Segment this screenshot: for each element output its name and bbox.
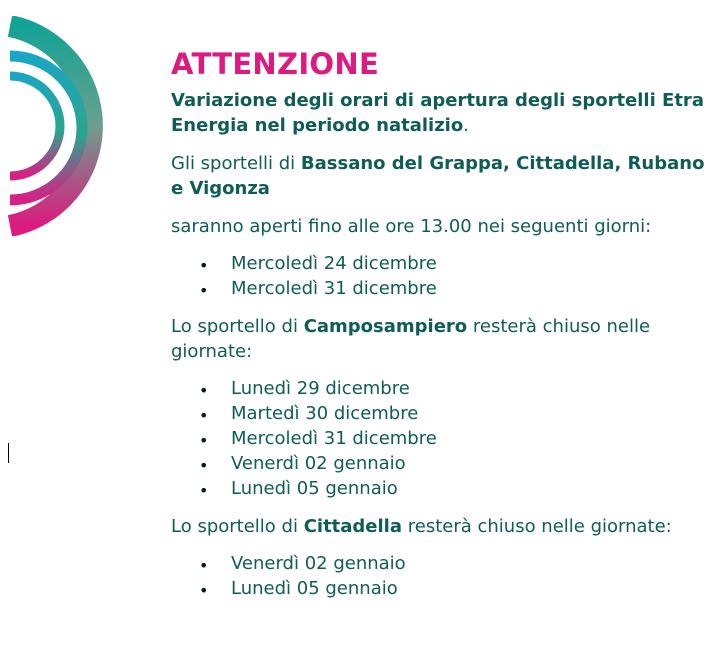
notice-content: [171, 46, 719, 601]
list-item: • Martedì 30 dicembre: [171, 401, 719, 426]
list-item: • Mercoledì 24 dicembre: [171, 251, 719, 276]
notice-intro: [171, 88, 719, 138]
etra-logo-rings: [0, 16, 160, 236]
paragraph-open-offices-pre: Gli sportelli di: [171, 153, 301, 174]
cittadella-closed-days-list: [171, 551, 719, 601]
camposampiero-closed-days-list: [171, 376, 719, 501]
list-item: • Venerdì 02 gennaio: [171, 451, 719, 476]
paragraph-camposampiero: [171, 314, 719, 364]
office-cittadella: Cittadella: [303, 516, 403, 537]
text-cursor: [8, 443, 9, 463]
list-item: • Mercoledì 31 dicembre: [171, 276, 719, 301]
open-days-list: [171, 251, 719, 301]
list-item: • Mercoledì 31 dicembre: [171, 426, 719, 451]
logo-inner-ring: [10, 76, 60, 176]
paragraph-camposampiero-pre: Lo sportello di: [171, 316, 304, 337]
office-camposampiero: Camposampiero: [303, 316, 468, 337]
paragraph-cittadella: [171, 514, 719, 539]
paragraph-cittadella-post: resterà chiuso nelle giornate:: [402, 516, 672, 537]
intro-period: .: [463, 115, 469, 136]
list-item: • Lunedì 05 gennaio: [171, 476, 719, 501]
list-item: • Venerdì 02 gennaio: [171, 551, 719, 576]
notice-heading: ATTENZIONE: [171, 47, 380, 81]
paragraph-camposampiero-post: resterà chiuso nelle giornate:: [171, 316, 651, 362]
paragraph-cittadella-pre: Lo sportello di: [171, 516, 304, 537]
list-item: • Lunedì 05 gennaio: [171, 576, 719, 601]
list-item: • Lunedì 29 dicembre: [171, 376, 719, 401]
paragraph-open-offices: [171, 151, 719, 201]
intro-text: Variazione degli orari di apertura degli sportelli Etra Energia nel periodo natalizio: [171, 90, 704, 136]
office-names: Bassano del Grappa, Cittadella, Rubano e Vigonza: [171, 153, 705, 199]
paragraph-opening-hours: saranno aperti fino alle ore 13.00 nei seguenti giorni:: [171, 216, 652, 237]
